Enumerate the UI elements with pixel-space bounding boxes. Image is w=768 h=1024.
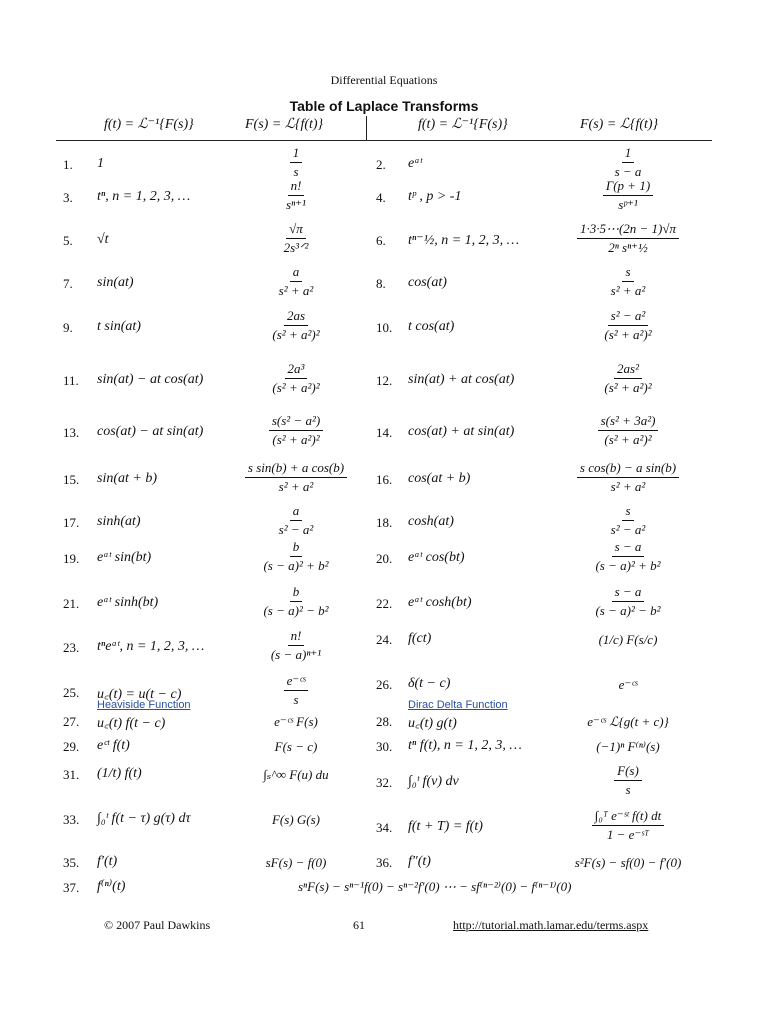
fraction bbox=[577, 460, 679, 495]
transform-left bbox=[186, 221, 406, 256]
fraction bbox=[290, 145, 303, 180]
denominator: sᵖ⁺¹ bbox=[618, 197, 638, 212]
denominator: (s − a)² + b² bbox=[263, 558, 329, 573]
transform-right bbox=[518, 632, 738, 648]
transform-text: ∫ₛ^∞ F(u) du bbox=[263, 767, 329, 782]
function-left: tⁿeᵃᵗ, n = 1, 2, 3, … bbox=[97, 639, 205, 654]
row-number-right: 26. bbox=[376, 677, 393, 692]
denominator: (s² + a²)² bbox=[272, 327, 320, 342]
fraction bbox=[598, 413, 659, 448]
function-right: f(t + T) = f(t) bbox=[408, 819, 483, 834]
denominator: 2ⁿ sⁿ⁺½ bbox=[608, 240, 648, 255]
fraction bbox=[269, 308, 322, 343]
transform-right bbox=[518, 503, 738, 538]
transform-right bbox=[518, 763, 738, 798]
function-right: f″(t) bbox=[408, 854, 431, 869]
denominator: s² − a² bbox=[278, 522, 314, 537]
function-left: sin(at) − at cos(at) bbox=[97, 372, 204, 387]
column-divider bbox=[366, 116, 367, 140]
function-left: 1 bbox=[97, 156, 104, 171]
fraction bbox=[269, 413, 323, 448]
row-number-right: 12. bbox=[376, 373, 393, 388]
transform-right bbox=[518, 413, 738, 448]
row-number-right: 36. bbox=[376, 855, 393, 870]
transform-right bbox=[518, 145, 738, 180]
numerator: s − a bbox=[612, 539, 645, 557]
transform-text: s²F(s) − sf(0) − f′(0) bbox=[574, 855, 682, 870]
numerator: 2as bbox=[284, 308, 308, 326]
row-number-left: 9. bbox=[63, 320, 73, 335]
denominator: 2s³ᐟ² bbox=[283, 240, 309, 255]
function-left: u꜀(t) = u(t − c) bbox=[97, 687, 182, 702]
row-number-right: 14. bbox=[376, 425, 393, 440]
row-number-right: 10. bbox=[376, 320, 393, 335]
column-header-left-inverse: f(t) = ℒ⁻¹{F(s)} bbox=[104, 117, 194, 132]
function-left: cos(at) − at sin(at) bbox=[97, 424, 204, 439]
transform-right bbox=[518, 808, 738, 843]
fraction bbox=[608, 503, 649, 538]
function-left: eᵃᵗ sinh(bt) bbox=[97, 595, 159, 610]
column-header-right-inverse: f(t) = ℒ⁻¹{F(s)} bbox=[418, 117, 508, 132]
function-left: (1/t) f(t) bbox=[97, 766, 142, 781]
fraction bbox=[269, 361, 322, 396]
row-number-right: 4. bbox=[376, 190, 386, 205]
row-number-right: 22. bbox=[376, 596, 393, 611]
function-right: eᵃᵗ cosh(bt) bbox=[408, 595, 472, 610]
fraction bbox=[284, 673, 309, 708]
function-right: u꜀(t) g(t) bbox=[408, 716, 457, 731]
transform-right bbox=[518, 264, 738, 299]
function-right: cos(at + b) bbox=[408, 471, 471, 486]
row-number-left: 21. bbox=[63, 596, 80, 611]
numerator: 1 bbox=[290, 145, 303, 163]
transform-left bbox=[186, 145, 406, 180]
numerator: ∫₀ᵀ e⁻ˢᵗ f(t) dt bbox=[592, 808, 664, 826]
denominator: s − a bbox=[614, 164, 642, 179]
transform-text: sF(s) − f(0) bbox=[265, 855, 327, 870]
transform-text: F(s − c) bbox=[274, 739, 318, 754]
function-left: tⁿ, n = 1, 2, 3, … bbox=[97, 189, 191, 204]
denominator: 1 − e⁻ˢᵀ bbox=[606, 827, 650, 842]
numerator: b bbox=[290, 539, 303, 557]
fraction bbox=[592, 584, 663, 619]
numerator: 1 bbox=[622, 145, 635, 163]
denominator: (s − a)² − b² bbox=[595, 603, 661, 618]
row-number-left: 17. bbox=[63, 515, 80, 530]
fraction bbox=[260, 539, 331, 574]
function-right: δ(t − c) bbox=[408, 676, 451, 691]
footer-copyright: © 2007 Paul Dawkins bbox=[104, 918, 211, 932]
row-number-left: 7. bbox=[63, 276, 73, 291]
fraction bbox=[601, 361, 654, 396]
function-right: f(ct) bbox=[408, 631, 432, 646]
row-number-right: 8. bbox=[376, 276, 386, 291]
numerator: 2as² bbox=[614, 361, 642, 379]
fraction bbox=[592, 539, 663, 574]
fraction bbox=[245, 460, 347, 495]
function-left: t sin(at) bbox=[97, 319, 141, 334]
header-rule bbox=[56, 140, 712, 141]
note-link-right[interactable]: Dirac Delta Function bbox=[408, 699, 508, 711]
numerator: s² − a² bbox=[608, 308, 649, 326]
transform-right bbox=[518, 221, 738, 256]
fraction bbox=[276, 503, 317, 538]
fraction bbox=[281, 221, 312, 256]
row-number-left: 27. bbox=[63, 714, 80, 729]
denominator: s² + a² bbox=[610, 283, 646, 298]
function-right: cos(at) + at sin(at) bbox=[408, 424, 515, 439]
transform-left bbox=[186, 739, 406, 755]
function-left: eᶜᵗ f(t) bbox=[97, 738, 130, 753]
fraction bbox=[592, 808, 664, 843]
transform-left bbox=[186, 460, 406, 495]
numerator: a bbox=[290, 264, 303, 282]
row-number-left: 35. bbox=[63, 855, 80, 870]
function-right: ∫₀ᵗ f(v) dv bbox=[408, 774, 459, 789]
row-number-left: 25. bbox=[63, 685, 80, 700]
column-header-right-transform: F(s) = ℒ{f(t)} bbox=[580, 117, 659, 132]
row-number-left: 33. bbox=[63, 812, 80, 827]
numerator: s − a bbox=[612, 584, 645, 602]
row-number-right: 30. bbox=[376, 739, 393, 754]
transform-left bbox=[186, 628, 406, 663]
transform-left bbox=[186, 178, 406, 213]
denominator: s bbox=[293, 692, 299, 707]
denominator: (s² + a²)² bbox=[604, 380, 652, 395]
numerator: 1·3·5⋯(2n − 1)√π bbox=[577, 221, 679, 239]
row-number-right: 34. bbox=[376, 820, 393, 835]
row-number-left: 29. bbox=[63, 739, 80, 754]
function-right: cos(at) bbox=[408, 275, 447, 290]
numerator: e⁻ᶜˢ bbox=[284, 673, 309, 691]
denominator: s² + a² bbox=[610, 479, 646, 494]
row-number-left: 3. bbox=[63, 190, 73, 205]
transform-right bbox=[518, 361, 738, 396]
transform-text: e⁻ᶜˢ bbox=[618, 677, 638, 692]
numerator: s(s² − a²) bbox=[269, 413, 323, 431]
fraction bbox=[577, 221, 679, 256]
transform-text: (−1)ⁿ F⁽ⁿ⁾(s) bbox=[596, 739, 660, 754]
row-number-right: 16. bbox=[376, 472, 393, 487]
numerator: s bbox=[622, 264, 633, 282]
row-number-right: 20. bbox=[376, 551, 393, 566]
transform-left bbox=[186, 503, 406, 538]
transform-left bbox=[186, 812, 406, 828]
row-number-right: 18. bbox=[376, 515, 393, 530]
row-number-left: 13. bbox=[63, 425, 80, 440]
function-left: sin(at) bbox=[97, 275, 134, 290]
row-37-transform: sⁿF(s) − sⁿ⁻¹f(0) − sⁿ⁻²f′(0) ⋯ − sf⁽ⁿ⁻²⁾(0) − f⁽ⁿ⁻¹⁾(0) bbox=[298, 879, 572, 894]
row-number-left: 5. bbox=[63, 233, 73, 248]
transform-left bbox=[186, 361, 406, 396]
transform-left bbox=[186, 584, 406, 619]
transform-text: F(s) G(s) bbox=[271, 812, 320, 827]
denominator: s² − a² bbox=[610, 522, 646, 537]
numerator: s(s² + 3a²) bbox=[598, 413, 659, 431]
transform-text: (1/c) F(s/c) bbox=[598, 632, 658, 647]
footer-page-number: 61 bbox=[353, 918, 365, 932]
fraction bbox=[276, 264, 317, 299]
numerator: a bbox=[290, 503, 303, 521]
row-number-left: 31. bbox=[63, 767, 80, 782]
function-left: u꜀(t) f(t − c) bbox=[97, 716, 166, 731]
function-left: sinh(at) bbox=[97, 514, 141, 529]
function-right: sin(at) + at cos(at) bbox=[408, 372, 515, 387]
fraction bbox=[283, 178, 309, 213]
row-number-left: 1. bbox=[63, 157, 73, 172]
fraction bbox=[603, 178, 653, 213]
transform-right bbox=[518, 308, 738, 343]
fraction bbox=[612, 145, 645, 180]
numerator: Γ(p + 1) bbox=[603, 178, 653, 196]
numerator: √π bbox=[286, 221, 306, 239]
denominator: (s − a)² + b² bbox=[595, 558, 661, 573]
denominator: s² + a² bbox=[278, 479, 314, 494]
denominator: (s² + a²)² bbox=[272, 432, 320, 447]
row-number-left: 23. bbox=[63, 640, 80, 655]
numerator: n! bbox=[288, 178, 305, 196]
transform-text: e⁻ᶜˢ F(s) bbox=[274, 714, 318, 729]
transform-right bbox=[518, 539, 738, 574]
transform-right bbox=[518, 855, 738, 871]
row-number-left: 11. bbox=[63, 373, 79, 388]
function-left: f′(t) bbox=[97, 854, 118, 869]
function-right: tᵖ , p > -1 bbox=[408, 189, 462, 204]
denominator: (s − a)ⁿ⁺¹ bbox=[270, 647, 322, 662]
row-number-right: 2. bbox=[376, 157, 386, 172]
denominator: (s² + a²)² bbox=[272, 380, 320, 395]
fraction bbox=[268, 628, 324, 663]
transform-right bbox=[518, 460, 738, 495]
denominator: (s² + a²)² bbox=[604, 432, 652, 447]
transform-left bbox=[186, 539, 406, 574]
function-right: cosh(at) bbox=[408, 514, 454, 529]
note-link-left[interactable]: Heaviside Function bbox=[97, 699, 191, 711]
transform-left bbox=[186, 855, 406, 871]
numerator: 2a³ bbox=[285, 361, 308, 379]
fraction bbox=[608, 264, 649, 299]
transform-right bbox=[518, 677, 738, 693]
row-number-right: 32. bbox=[376, 775, 393, 790]
denominator: (s − a)² − b² bbox=[263, 603, 329, 618]
function-left: ∫₀ᵗ f(t − τ) g(τ) dτ bbox=[97, 811, 191, 826]
function-right: eᵃᵗ bbox=[408, 156, 423, 171]
numerator: s cos(b) − a sin(b) bbox=[577, 460, 679, 478]
document-subject: Differential Equations bbox=[330, 73, 438, 87]
transform-right bbox=[518, 739, 738, 755]
denominator: sⁿ⁺¹ bbox=[286, 197, 306, 212]
numerator: s bbox=[622, 503, 633, 521]
transform-right bbox=[518, 178, 738, 213]
fraction bbox=[614, 763, 642, 798]
transform-left bbox=[186, 308, 406, 343]
row-number-left: 19. bbox=[63, 551, 80, 566]
transform-right bbox=[518, 584, 738, 619]
transform-text: e⁻ᶜˢ ℒ{g(t + c)} bbox=[587, 714, 669, 729]
denominator: s bbox=[293, 164, 299, 179]
denominator: s² + a² bbox=[278, 283, 314, 298]
fraction bbox=[260, 584, 331, 619]
row-37-function: f⁽ⁿ⁾(t) bbox=[97, 879, 126, 894]
function-left: eᵃᵗ sin(bt) bbox=[97, 550, 152, 565]
transform-left bbox=[186, 413, 406, 448]
transform-right bbox=[518, 714, 738, 730]
column-header-left-transform: F(s) = ℒ{f(t)} bbox=[245, 117, 324, 132]
denominator: (s² + a²)² bbox=[604, 327, 652, 342]
numerator: s sin(b) + a cos(b) bbox=[245, 460, 347, 478]
transform-left bbox=[186, 714, 406, 730]
footer-url-link[interactable]: http://tutorial.math.lamar.edu/terms.aspx bbox=[453, 918, 649, 932]
transform-left bbox=[186, 767, 406, 783]
function-right: tⁿ⁻½, n = 1, 2, 3, … bbox=[408, 233, 520, 248]
function-left: sin(at + b) bbox=[97, 471, 157, 486]
function-right: t cos(at) bbox=[408, 319, 455, 334]
fraction bbox=[601, 308, 654, 343]
transform-left bbox=[186, 673, 406, 708]
function-right: tⁿ f(t), n = 1, 2, 3, … bbox=[408, 738, 522, 753]
denominator: s bbox=[625, 782, 631, 797]
numerator: F(s) bbox=[614, 763, 642, 781]
function-left: √t bbox=[97, 232, 109, 247]
row-37-number: 37. bbox=[63, 880, 80, 895]
function-right: eᵃᵗ cos(bt) bbox=[408, 550, 465, 565]
numerator: b bbox=[290, 584, 303, 602]
row-number-right: 28. bbox=[376, 714, 393, 729]
numerator: n! bbox=[288, 628, 305, 646]
transform-left bbox=[186, 264, 406, 299]
row-number-right: 6. bbox=[376, 233, 386, 248]
page-title: Table of Laplace Transforms bbox=[289, 98, 479, 114]
row-number-right: 24. bbox=[376, 632, 393, 647]
row-number-left: 15. bbox=[63, 472, 80, 487]
